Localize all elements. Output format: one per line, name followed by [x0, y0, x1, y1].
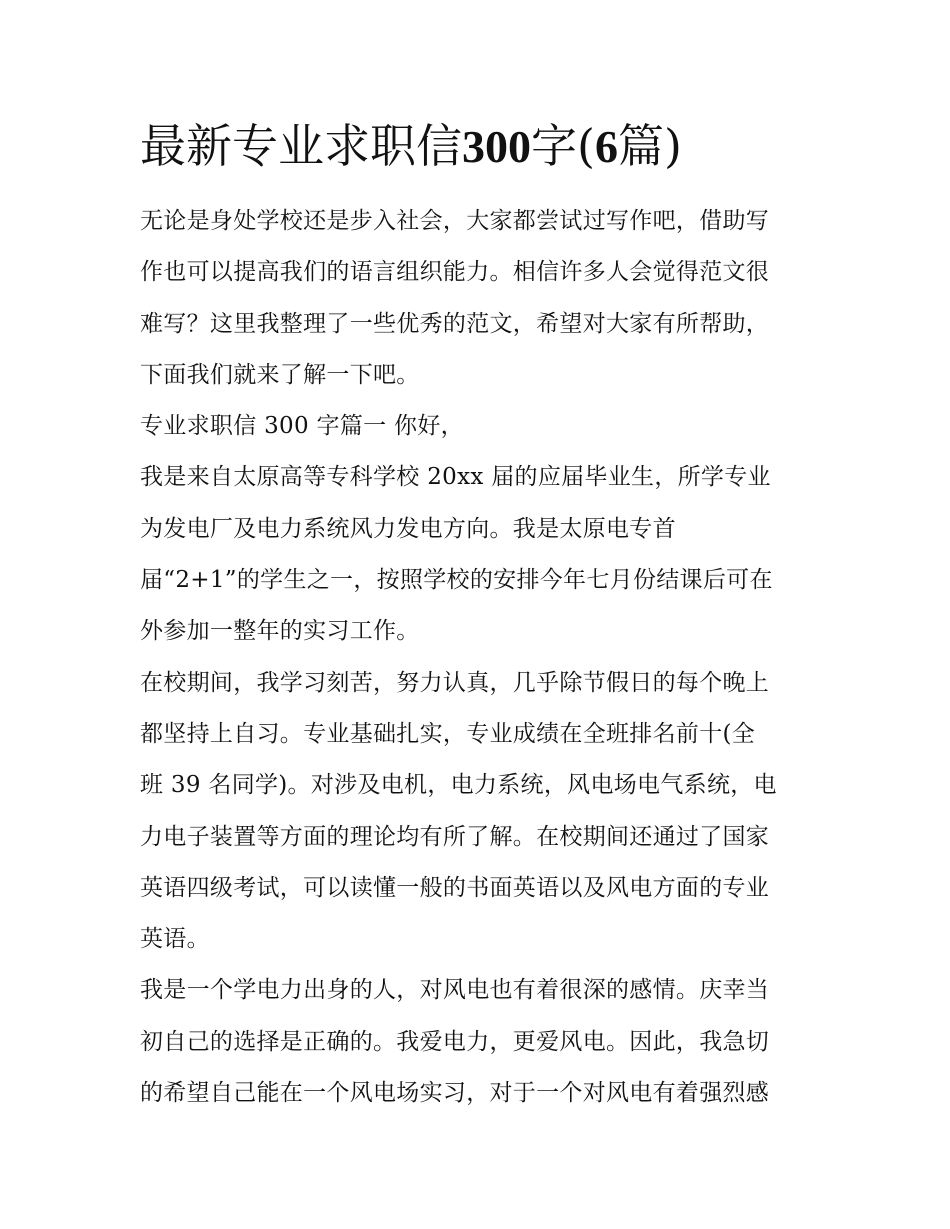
text-line: 无论是身处学校还是步入社会，大家都尝试过写作吧，借助写: [140, 208, 770, 234]
body-text: [140, 196, 820, 1119]
text-line: 英语四级考试，可以读懂一般的书面英语以及风电方面的专业: [140, 874, 770, 901]
text-line: 的希望自己能在一个风电场实习，对于一个对风电有着强烈感: [140, 1080, 770, 1107]
text-line: 我是一个学电力出身的人，对风电也有着很深的感情。庆幸当: [140, 977, 770, 1004]
text-line: 我是来自太原高等专科学校 20xx 届的应届毕业生，所学专业: [140, 464, 771, 491]
text-line: 为发电厂及电力系统风力发电方向。我是太原电专首: [140, 515, 676, 542]
text-line: 都坚持上自习。专业基础扎实，专业成绩在全班排名前十(全: [140, 720, 756, 747]
text-line: 作也可以提高我们的语言组织能力。相信许多人会觉得范文很: [140, 259, 770, 286]
document-title: [140, 116, 840, 177]
text-line: 班 39 名同学)。对涉及电机，电力系统，风电场电气系统，电: [140, 772, 777, 799]
text-line: 初自己的选择是正确的。我爱电力，更爱风电。因此，我急切: [140, 1028, 770, 1055]
text-line: 难写？这里我整理了一些优秀的范文，希望对大家有所帮助，: [140, 310, 770, 337]
title-count: 6: [594, 121, 618, 172]
title-text: 最新专业求职信: [140, 119, 462, 173]
text-line: 力电子装置等方面的理论均有所了解。在校期间还通过了国家: [140, 823, 770, 850]
text-line: 届“2+1”的学生之一，按照学校的安排今年七月份结课后可在: [140, 567, 773, 594]
text-line: 在校期间，我学习刻苦，努力认真，几乎除节假日的每个晚上: [140, 669, 770, 696]
text-line: 英语。: [140, 926, 210, 953]
title-number: 300: [462, 121, 531, 172]
title-text-end: 篇): [617, 119, 682, 173]
text-line: 专业求职信 300 字篇一 你好，: [140, 413, 464, 440]
text-line: 下面我们就来了解一下吧。: [140, 361, 420, 388]
text-line: 外参加一整年的实习工作。: [140, 618, 420, 645]
title-text-mid: 字(: [531, 119, 595, 173]
